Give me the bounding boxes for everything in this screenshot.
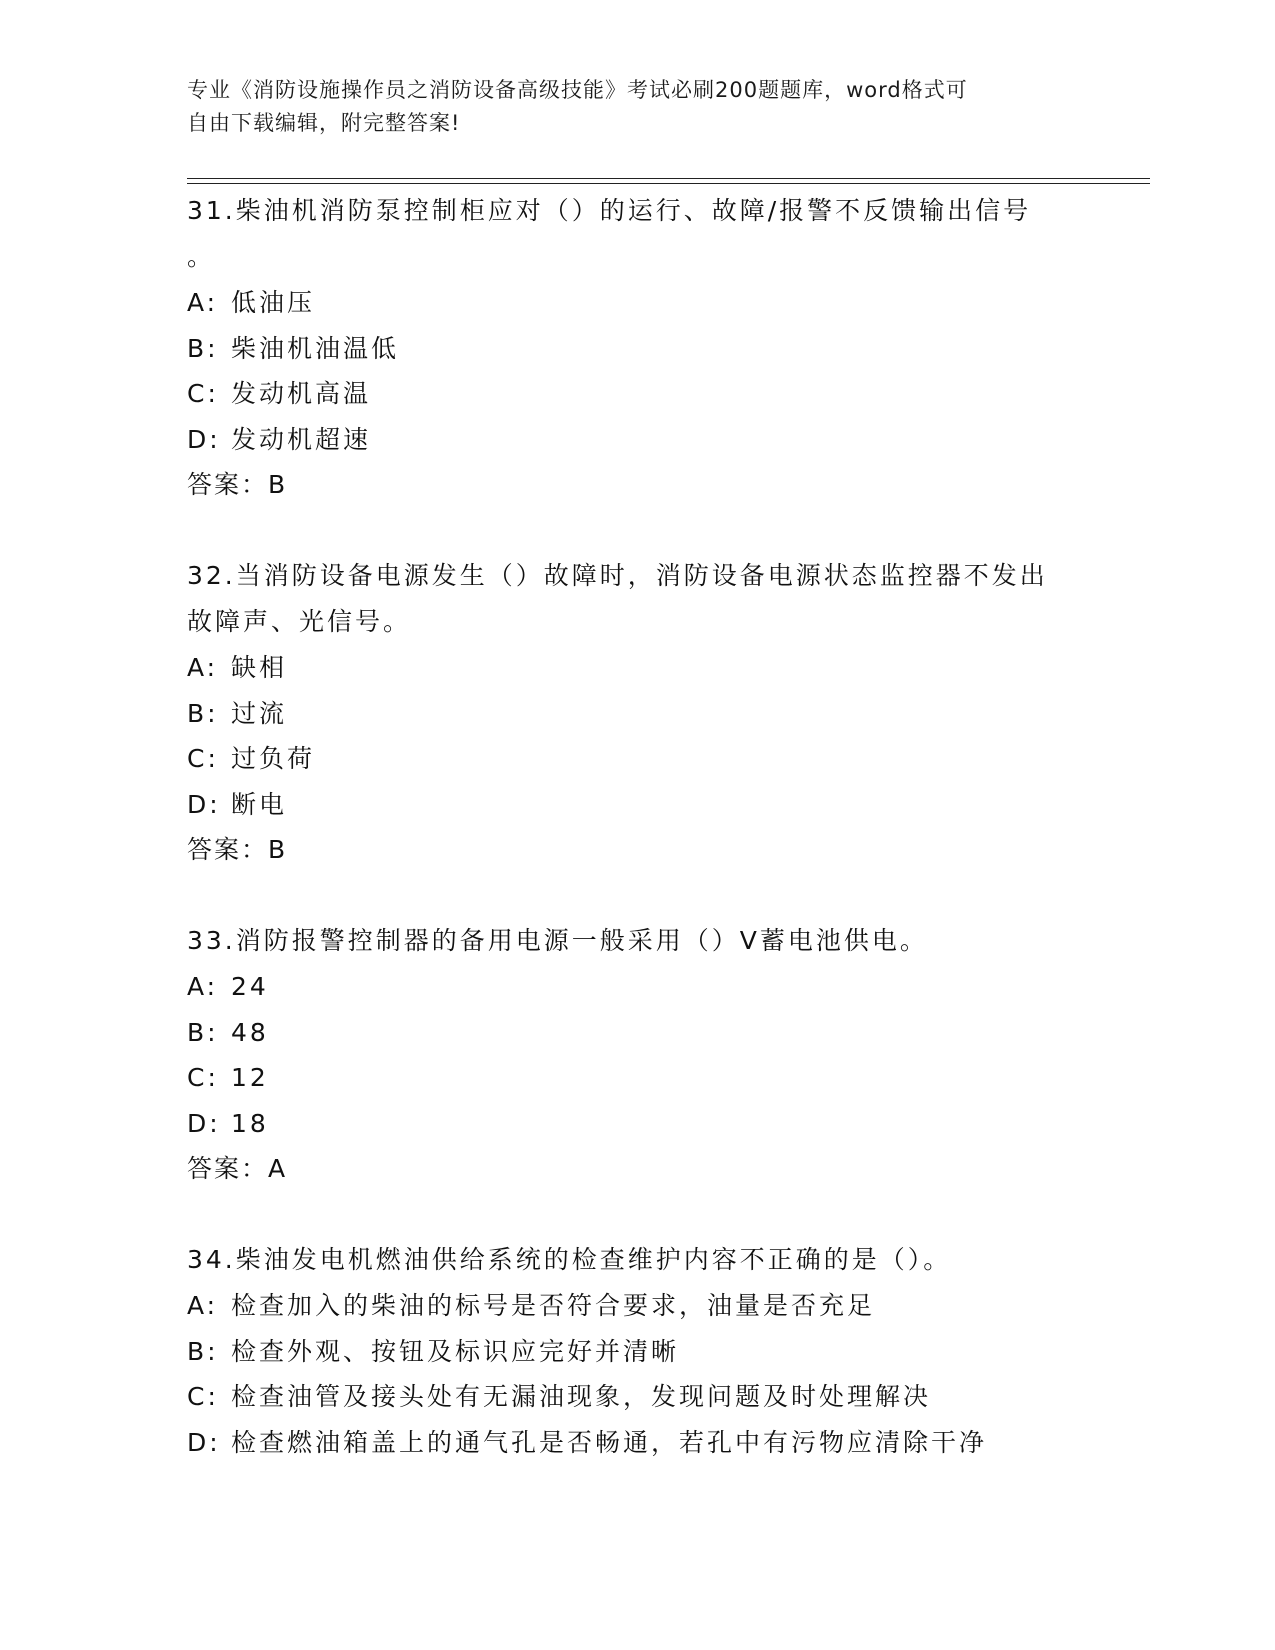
question-stem: 34.柴油发电机燃油供给系统的检查维护内容不正确的是（）。 xyxy=(187,1245,952,1274)
option-c xyxy=(187,736,1087,782)
question-32 xyxy=(187,553,1087,873)
answer: 答案：A xyxy=(187,1154,288,1183)
answer: 答案：B xyxy=(187,835,288,864)
option-text: 48 xyxy=(231,1017,269,1047)
option-d xyxy=(187,1101,1087,1147)
spacer xyxy=(187,508,1087,553)
option-key: D: xyxy=(187,424,221,454)
option-key: A: xyxy=(187,288,219,317)
option-key: B: xyxy=(187,698,219,728)
option-a xyxy=(187,964,1087,1010)
option-text: 低油压 xyxy=(231,288,316,317)
question-stem-continued: 故障声、光信号。 xyxy=(187,607,412,636)
option-c xyxy=(187,1055,1087,1101)
option-text: 检查油管及接头处有无漏油现象，发现问题及时处理解决 xyxy=(231,1382,932,1411)
option-a xyxy=(187,645,1087,691)
option-d xyxy=(187,782,1087,828)
question-34 xyxy=(187,1237,1087,1465)
option-text: 发动机超速 xyxy=(231,424,372,454)
option-b xyxy=(187,1329,1087,1375)
spacer xyxy=(187,1192,1087,1237)
option-c xyxy=(187,371,1087,417)
option-text: 缺相 xyxy=(231,653,288,682)
option-key: A: xyxy=(187,1291,219,1320)
option-key: B: xyxy=(187,333,219,363)
option-text: 检查燃油箱盖上的通气孔是否畅通，若孔中有污物应清除干净 xyxy=(231,1427,988,1457)
option-key: B: xyxy=(187,1336,219,1366)
option-key: C: xyxy=(187,1382,219,1411)
option-d xyxy=(187,1420,1087,1466)
question-list xyxy=(187,188,1087,1465)
option-text: 检查加入的柴油的标号是否符合要求，油量是否充足 xyxy=(231,1291,876,1320)
question-stem-continued: 。 xyxy=(187,242,216,271)
option-text: 发动机高温 xyxy=(231,379,372,408)
spacer xyxy=(187,873,1087,918)
option-text: 过负荷 xyxy=(231,744,316,773)
option-key: C: xyxy=(187,744,219,773)
answer: 答案：B xyxy=(187,470,288,499)
option-text: 检查外观、按钮及标识应完好并清晰 xyxy=(231,1336,680,1366)
option-a xyxy=(187,1283,1087,1329)
option-key: B: xyxy=(187,1017,219,1047)
option-b xyxy=(187,691,1087,737)
option-b xyxy=(187,1010,1087,1056)
option-c xyxy=(187,1374,1087,1420)
document-header xyxy=(187,74,1067,140)
option-key: D: xyxy=(187,789,221,819)
option-key: D: xyxy=(187,1427,221,1457)
option-text: 24 xyxy=(231,972,269,1001)
option-d xyxy=(187,417,1087,463)
question-stem: 31.柴油机消防泵控制柜应对（）的运行、故障/报警不反馈输出信号 xyxy=(187,196,1032,225)
header-divider-top xyxy=(187,178,1150,179)
question-stem: 33.消防报警控制器的备用电源一般采用（）V蓄电池供电。 xyxy=(187,926,928,955)
header-line-2: 自由下载编辑，附完整答案! xyxy=(187,111,461,135)
option-text: 18 xyxy=(231,1108,269,1138)
question-stem: 32.当消防设备电源发生（）故障时，消防设备电源状态监控器不发出 xyxy=(187,561,1048,590)
option-b xyxy=(187,326,1087,372)
question-33 xyxy=(187,918,1087,1192)
option-text: 过流 xyxy=(231,698,288,728)
option-key: C: xyxy=(187,379,219,408)
option-a xyxy=(187,280,1087,326)
option-text: 断电 xyxy=(231,789,288,819)
option-text: 柴油机油温低 xyxy=(231,333,400,363)
header-line-1: 专业《消防设施操作员之消防设备高级技能》考试必刷200题题库，word格式可 xyxy=(187,78,968,102)
header-divider-bottom xyxy=(187,183,1150,184)
option-text: 12 xyxy=(231,1063,269,1092)
question-31 xyxy=(187,188,1087,508)
option-key: A: xyxy=(187,972,219,1001)
option-key: C: xyxy=(187,1063,219,1092)
option-key: D: xyxy=(187,1108,221,1138)
option-key: A: xyxy=(187,653,219,682)
